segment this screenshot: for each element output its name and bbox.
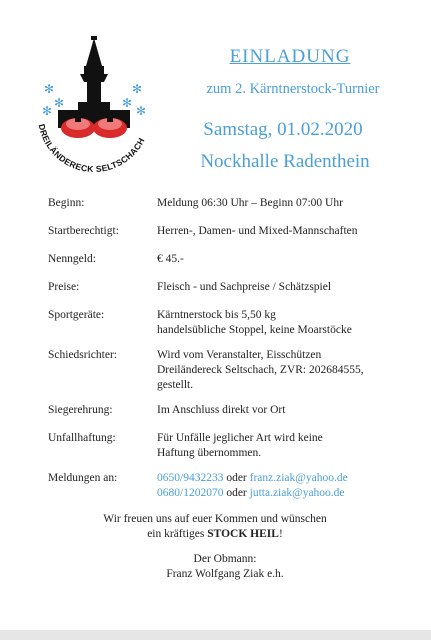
event-date: Samstag, 01.02.2020 <box>203 119 363 140</box>
detail-line: Fleisch - und Sachpreise / Schätzspiel <box>157 281 332 293</box>
detail-line: gestellt. <box>157 379 194 391</box>
phone-link[interactable]: 0680/1202070 <box>157 487 224 499</box>
svg-text:✻: ✻ <box>42 104 53 118</box>
signature-name: Franz Wolfgang Ziak e.h. <box>166 568 284 580</box>
detail-line: handelsübliche Stoppel, keine Moarstöcke <box>157 324 352 336</box>
closing-line-1: Wir freuen uns auf euer Kommen und wünschen <box>103 513 327 525</box>
detail-label: Preise: <box>48 281 80 293</box>
detail-label: Beginn: <box>48 197 85 209</box>
phone-link[interactable]: 0650/9432233 <box>157 472 224 484</box>
contact-list <box>157 471 397 501</box>
detail-value <box>157 308 397 338</box>
signature-role: Der Obmann: <box>193 553 257 565</box>
detail-label: Meldungen an: <box>48 472 118 484</box>
closing-prefix: ein kräftiges <box>147 528 208 540</box>
svg-text:✻: ✻ <box>54 96 65 110</box>
signature-block <box>100 552 350 582</box>
detail-value <box>157 224 397 239</box>
detail-line: Herren-, Damen- und Mixed-Mannschaften <box>157 225 358 237</box>
detail-value <box>157 348 397 393</box>
detail-label: Schiedsrichter: <box>48 349 117 361</box>
detail-value <box>157 252 397 267</box>
detail-value <box>157 431 397 461</box>
email-link[interactable]: franz.ziak@yahoo.de <box>249 472 348 484</box>
svg-text:✻: ✻ <box>44 82 55 96</box>
bottom-bar <box>0 630 431 640</box>
detail-value <box>157 403 397 418</box>
detail-line: Für Unfälle jeglicher Art wird keine <box>157 432 323 444</box>
contact-line <box>157 471 397 486</box>
svg-text:✻: ✻ <box>136 104 147 118</box>
detail-value <box>157 196 397 211</box>
event-venue: Nockhalle Radenthein <box>200 151 370 172</box>
detail-label: Sportgeräte: <box>48 309 105 321</box>
club-logo <box>30 36 158 186</box>
detail-label: Startberechtigt: <box>48 225 119 237</box>
detail-line: € 45.- <box>157 253 184 265</box>
detail-line: Haftung übernommen. <box>157 447 262 459</box>
connector-text: oder <box>226 472 247 484</box>
detail-label: Unfallhaftung: <box>48 432 116 444</box>
detail-label: Nenngeld: <box>48 253 96 265</box>
event-subtitle: zum 2. Kärntnerstock-Turnier <box>206 81 380 97</box>
email-link[interactable]: jutta.ziak@yahoo.de <box>249 487 345 499</box>
closing-suffix: ! <box>278 528 283 540</box>
detail-label: Siegerehrung: <box>48 404 113 416</box>
detail-line: Kärntnerstock bis 5,50 kg <box>157 309 276 321</box>
detail-line: Im Anschluss direkt vor Ort <box>157 404 286 416</box>
stock-heil-text: STOCK HEIL <box>207 528 279 540</box>
detail-line: Wird vom Veranstalter, Eisschützen <box>157 349 322 361</box>
closing-line-2 <box>40 527 390 542</box>
detail-value <box>157 280 397 295</box>
detail-line: Dreiländereck Seltschach, ZVR: 202684555, <box>157 364 364 376</box>
contact-line <box>157 486 397 501</box>
connector-text: oder <box>226 487 247 499</box>
svg-text:✻: ✻ <box>122 96 133 110</box>
closing-text <box>40 512 390 542</box>
logo-arc-text: DREILÄNDERECK SELTSCHACH <box>36 123 147 175</box>
detail-line: Meldung 06:30 Uhr – Beginn 07:00 Uhr <box>157 197 343 209</box>
svg-text:✻: ✻ <box>132 82 143 96</box>
club-logo-graphic <box>30 36 158 186</box>
page-title: EINLADUNG <box>229 46 351 67</box>
